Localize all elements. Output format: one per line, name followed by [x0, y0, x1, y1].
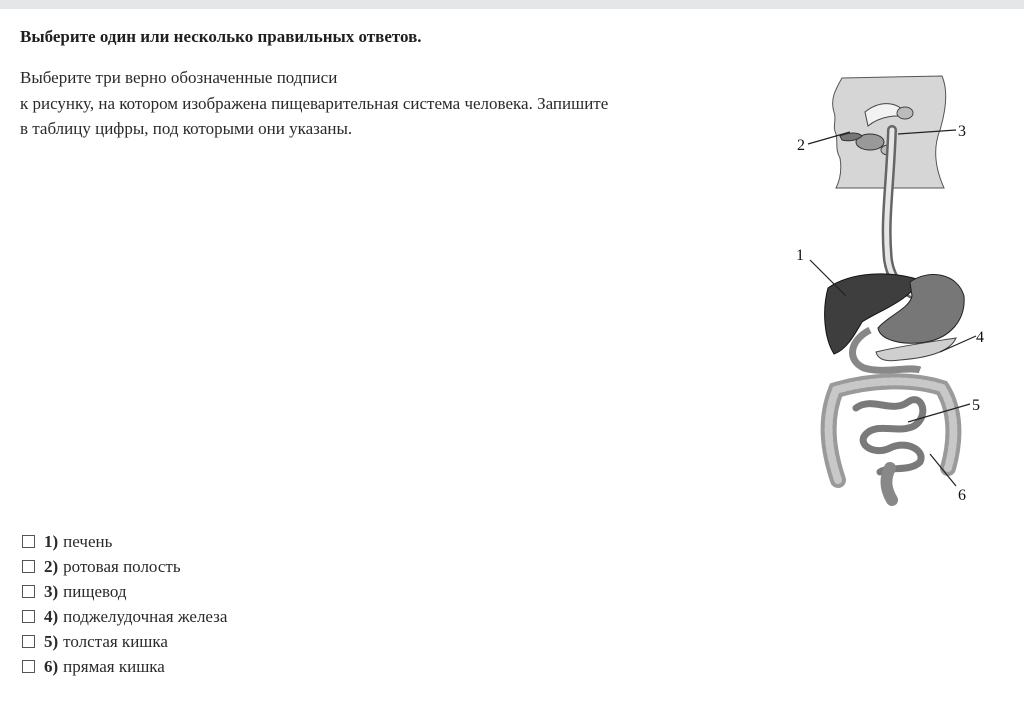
question-text: [20, 65, 720, 142]
digestive-system-figure: [780, 70, 1000, 510]
figure-label-1: 1: [796, 247, 804, 264]
answer-checkbox[interactable]: [22, 660, 35, 673]
small-intestine: [856, 400, 923, 472]
option-number: 4): [44, 606, 59, 626]
answer-option-2[interactable]: [22, 554, 227, 579]
answer-option-5[interactable]: [22, 629, 227, 654]
answer-option-4[interactable]: [22, 604, 227, 629]
task-instruction: Выберите один или несколько правильных ответов.: [20, 27, 422, 46]
question-line: к рисунку, на котором изображена пищеварительная система человека. Запишите: [20, 93, 609, 113]
rectum: [886, 468, 892, 500]
question-line: Выберите три верно обозначенные подписи: [20, 68, 338, 87]
figure-label-5: 5: [972, 397, 980, 414]
option-label: печень: [63, 531, 113, 551]
option-number: 6): [44, 656, 59, 676]
answer-checkbox[interactable]: [22, 585, 35, 598]
question-line: в таблицу цифры, под которыми они указаны.: [20, 119, 353, 138]
answer-options: [22, 529, 227, 679]
figure-label-4: 4: [976, 329, 984, 346]
option-label: пищевод: [63, 581, 127, 601]
answer-option-3[interactable]: [22, 579, 227, 604]
answer-checkbox[interactable]: [22, 535, 35, 548]
option-number: 5): [44, 631, 59, 651]
option-label: толстая кишка: [63, 631, 168, 651]
option-number: 3): [44, 581, 59, 601]
answer-option-1[interactable]: [22, 529, 227, 554]
top-bar: [0, 0, 1024, 9]
option-label: прямая кишка: [63, 656, 165, 676]
option-label: поджелудочная железа: [63, 606, 228, 626]
answer-checkbox[interactable]: [22, 610, 35, 623]
figure-label-2: 2: [797, 137, 805, 154]
salivary-gland: [897, 107, 913, 119]
answer-checkbox[interactable]: [22, 560, 35, 573]
answer-checkbox[interactable]: [22, 635, 35, 648]
option-number: 2): [44, 556, 59, 576]
figure-label-6: 6: [958, 487, 966, 504]
option-label: ротовая полость: [63, 556, 181, 576]
figure-label-3: 3: [958, 123, 966, 140]
option-number: 1): [44, 531, 59, 551]
answer-option-6[interactable]: [22, 654, 227, 679]
